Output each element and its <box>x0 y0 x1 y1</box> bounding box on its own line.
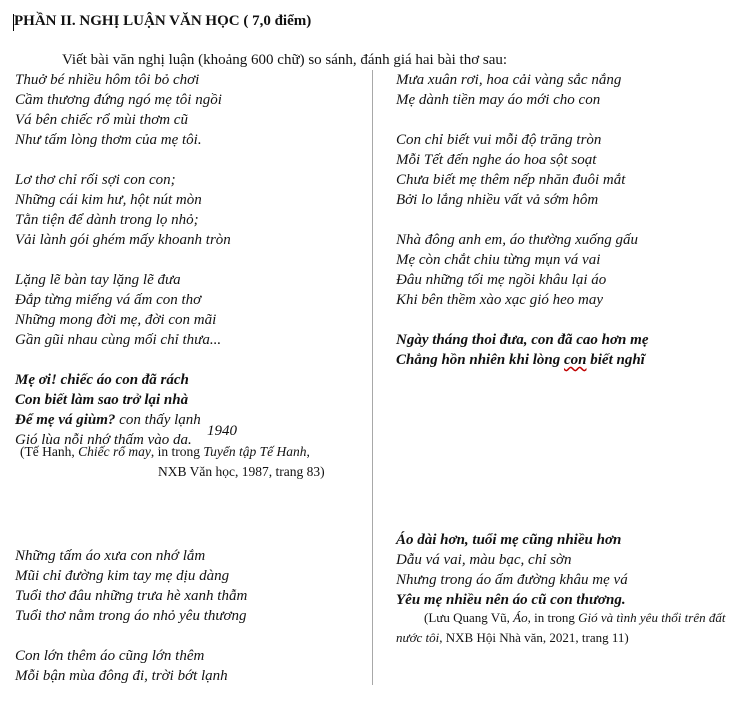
poem1-publisher: NXB Văn học, 1987, trang 83) <box>158 464 325 479</box>
poem2-part2 <box>396 70 648 370</box>
poem-line: Dẫu vá vai, màu bạc, chỉ sờn <box>396 552 572 568</box>
poem-line: Con chỉ biết vui mỗi độ trăng tròn <box>396 132 602 148</box>
poem-line: Tuổi thơ đâu những trưa hè xanh thẫm <box>15 588 248 604</box>
poem-title: Chiếc rổ may <box>78 444 151 459</box>
poem-line: Tằn tiện để dành trong lọ nhỏ; <box>15 212 199 228</box>
poem-line: Lặng lẽ bàn tay lặng lẽ đưa <box>15 272 181 288</box>
poem-title: Áo <box>513 610 528 625</box>
poem-line: Nhưng trong áo ấm đường khâu mẹ vá <box>396 572 628 588</box>
poem-line: Những cái kim hư, hột nút mòn <box>15 192 202 208</box>
poem-line: Đắp từng miếng vá ấm con thơ <box>15 292 202 308</box>
poem-line: Mỗi Tết đến nghe áo hoa sột soạt <box>396 152 597 168</box>
poem-line: Những mong đời mẹ, đời con mãi <box>15 312 217 328</box>
column-divider <box>372 70 373 685</box>
poem-line: Con lớn thêm áo cũng lớn thêm <box>15 648 205 664</box>
poem-line: Gần gũi nhau cùng mối chỉ thưa... <box>15 332 222 348</box>
poem-year: 1940 <box>207 423 237 439</box>
poem-line: Vải lành gói ghém mấy khoanh tròn <box>15 232 231 248</box>
poem-line: Mẹ ơi! chiếc áo con đã rách <box>15 372 189 388</box>
poem1 <box>15 70 231 450</box>
poem-line: Con biết làm sao trở lại nhà <box>15 392 189 408</box>
poem-line: Đâu những tối mẹ ngồi khâu lại áo <box>396 272 607 288</box>
poem-line: Bởi lo lắng nhiều vất vả sớm hôm <box>396 192 599 208</box>
poem-line <box>15 410 231 430</box>
poem-line: Yêu mẹ nhiều nên áo cũ con thương. <box>396 592 626 608</box>
poem-line: Nhà đông anh em, áo thường xuống gấu <box>396 232 639 248</box>
poem-line: Chưa biết mẹ thêm nếp nhăn đuôi mắt <box>396 172 626 188</box>
poem-line: Cầm thương đứng ngó mẹ tôi ngồi <box>15 92 222 108</box>
book-title: Tuyển tập Tế Hanh <box>203 444 307 459</box>
poem-line: Chẳng hồn nhiên khi lòng con biết nghĩ <box>396 352 645 368</box>
spellcheck-word: con <box>564 352 587 368</box>
task-instruction: Viết bài văn nghị luận (khoảng 600 chữ) so sánh, đánh giá hai bài thơ sau: <box>62 52 508 68</box>
section-title: PHẦN II. NGHỊ LUẬN VĂN HỌC ( 7,0 điểm) <box>14 13 312 29</box>
poem2-source: (Lưu Quang Vũ, Áo, in trong Gió và tình yêu thổi trên đất nước tôi, NXB Hội Nhà văn, 2021, trang 11) <box>396 610 726 645</box>
book-title: Gió và tình yêu thổi trên đất nước tôi <box>396 610 726 645</box>
poem-line: Khi bên thềm xào xạc gió heo may <box>396 292 604 308</box>
poem-line: Lơ thơ chỉ rối sợi con con; <box>15 172 176 188</box>
poem-line: Mưa xuân rơi, hoa cải vàng sắc nắng <box>396 72 622 88</box>
poem-line: Mẹ dành tiền may áo mới cho con <box>396 92 601 108</box>
poem-line: Thuở bé nhiều hôm tôi bỏ chơi <box>15 72 200 88</box>
poem-line: Những tấm áo xưa con nhớ lắm <box>15 548 206 564</box>
poem-line: Như tấm lòng thơm của mẹ tôi. <box>15 132 202 148</box>
poem-line: Tuổi thơ nằm trong áo nhỏ yêu thương <box>15 608 247 624</box>
poem-line: Mũi chỉ đường kim tay mẹ dịu dàng <box>15 568 230 584</box>
poem-line: Gió lùa nỗi nhớ thấm vào da. <box>15 432 192 448</box>
poem-line-rest: con thấy lạnh <box>115 412 201 428</box>
poem2-part3 <box>396 530 628 610</box>
poem-line: Mẹ còn chắt chiu từng mụn vá vai <box>396 252 601 268</box>
poem-line: Vá bên chiếc rổ mùi thơm cũ <box>15 112 188 128</box>
poem-line-bold: Để mẹ vá giùm? <box>15 412 116 428</box>
poem-line: Áo dài hơn, tuổi mẹ cũng nhiều hơn <box>396 532 622 548</box>
poem2-part1 <box>15 546 247 686</box>
poem-line: Mỗi bận mùa đông đi, trời bớt lạnh <box>15 668 228 684</box>
poem1-source: (Tế Hanh, Chiếc rổ may, in trong Tuyển tập Tế Hanh, <box>20 444 310 459</box>
poem-line: Ngày tháng thoi đưa, con đã cao hơn mẹ <box>396 332 649 348</box>
